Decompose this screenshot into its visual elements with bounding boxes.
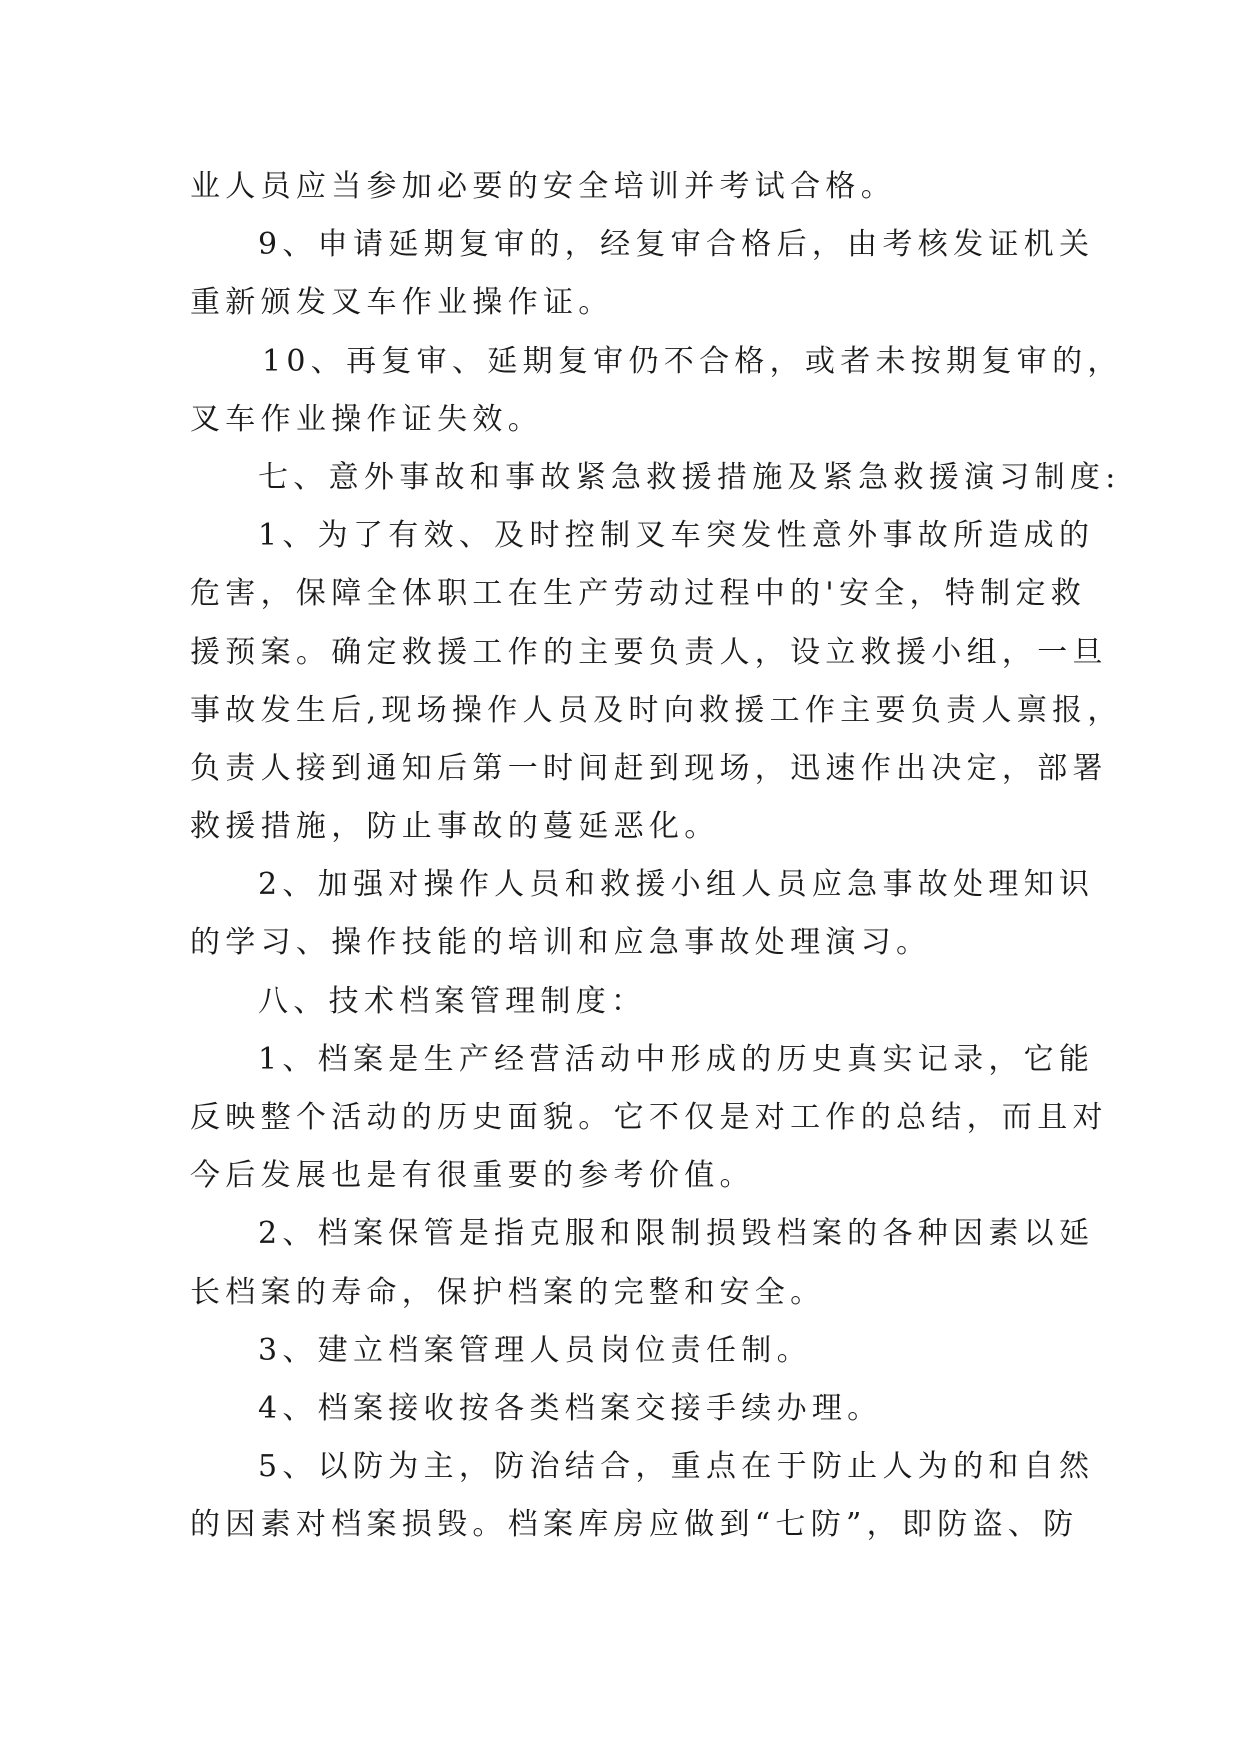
- text-line: 反映整个活动的历史面貌。它不仅是对工作的总结，而且对: [190, 1100, 1108, 1135]
- text-line: 2、档案保管是指克服和限制损毁档案的各种因素以延: [258, 1216, 1095, 1252]
- text-line: 叉车作业操作证失效。: [190, 401, 543, 437]
- text-line: 的学习、操作技能的培训和应急事故处理演习。: [190, 925, 932, 961]
- section-heading: 八、技术档案管理制度：: [258, 983, 647, 1019]
- text-line: 危害，保障全体职工在生产劳动过程中的'安全，特制定救: [190, 576, 1087, 612]
- text-line: 3、建立档案管理人员岗位责任制。: [258, 1332, 812, 1368]
- text-line: 4、档案接收按各类档案交接手续办理。: [258, 1390, 883, 1426]
- text-line: 业人员应当参加必要的安全培训并考试合格。: [190, 169, 896, 204]
- text-line: 5、以防为主，防治结合，重点在于防止人为的和自然: [258, 1449, 1095, 1485]
- text-line: 10、再复审、延期复审仍不合格，或者未按期复审的，: [262, 343, 1123, 379]
- text-line: 长档案的寿命，保护档案的完整和安全。: [190, 1274, 826, 1310]
- text-line: 2、加强对操作人员和救援小组人员应急事故处理知识: [258, 867, 1095, 903]
- text-line: 今后发展也是有很重要的参考价值。: [190, 1158, 755, 1194]
- text-line: 1、档案是生产经营活动中形成的历史真实记录，它能: [258, 1041, 1095, 1077]
- text-line: 的因素对档案损毁。档案库房应做到“七防”，即防盗、防: [190, 1507, 1079, 1543]
- text-line: 救援措施，防止事故的蔓延恶化。: [190, 809, 720, 845]
- text-line: 1、为了有效、及时控制叉车突发性意外事故所造成的: [258, 518, 1095, 554]
- text-line: 事故发生后,现场操作人员及时向救援工作主要负责人禀报，: [190, 692, 1123, 728]
- text-line: 负责人接到通知后第一时间赶到现场，迅速作出决定，部署: [190, 750, 1108, 786]
- document-body: [190, 158, 1123, 1555]
- text-line: 援预案。确定救援工作的主要负责人，设立救援小组，一旦: [190, 634, 1108, 670]
- text-line: 重新颁发叉车作业操作证。: [190, 285, 614, 321]
- text-line: 9、申请延期复审的，经复审合格后，由考核发证机关: [258, 227, 1095, 263]
- section-heading: 七、意外事故和事故紧急救援措施及紧急救援演习制度:: [258, 459, 1121, 495]
